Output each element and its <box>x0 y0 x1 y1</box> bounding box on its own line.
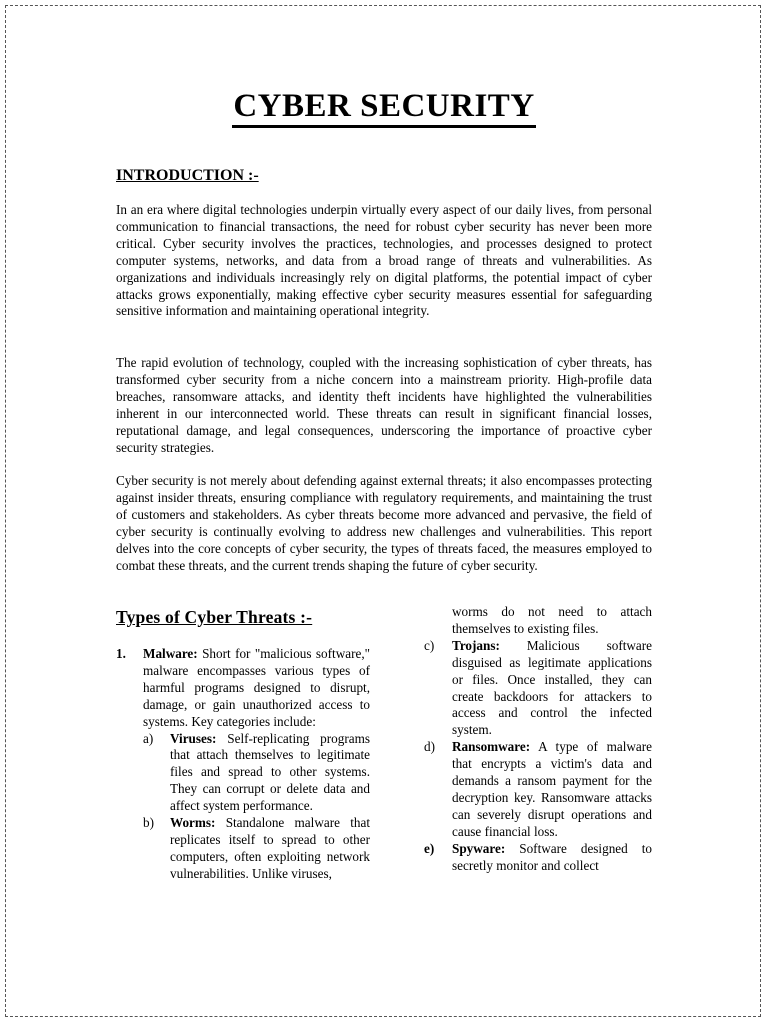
intro-paragraph-2: The rapid evolution of technology, coupled with the increasing sophistication of cyber threats, has transformed cyber security from a niche concern into a mainstream priority. High-profile data breaches, ransomware attacks, and identity theft incidents have highlighted the vulnerabilities inherent in our interconnected world. These threats can result in significant financial losses, reputational damage, and legal consequences, underscoring the importance of proactive cyber security strategies. <box>116 355 652 455</box>
list-marker: e) <box>424 840 435 856</box>
malware-description: Short for "malicious software," malware encompasses various types of harmful programs designed to disrupt, damage, or gain unauthorized access to systems. Key categories include: <box>143 646 370 729</box>
left-column <box>116 646 370 883</box>
spyware-term: Spyware: <box>452 840 506 856</box>
ransomware-description: A type of malware that encrypts a victim's data and demands a ransom payment for the decryption key. Ransomware attacks can severely disrupt operations and cause financial loss. <box>452 739 652 839</box>
threats-heading: Types of Cyber Threats :- <box>116 607 313 627</box>
introduction-heading: INTRODUCTION :- <box>116 167 259 184</box>
ransomware-item <box>424 739 652 840</box>
malware-item <box>116 646 370 731</box>
malware-term: Malware: <box>143 646 198 661</box>
trojans-item <box>424 638 652 739</box>
ransomware-term: Ransomware: <box>452 739 531 755</box>
viruses-description: Self-replicating programs that attach themselves to legitimate files and spread to other systems. They can corrupt or delete data and affect system performance. <box>170 730 370 814</box>
list-marker: d) <box>424 739 435 755</box>
worms-item <box>116 815 370 883</box>
list-marker: b) <box>143 815 154 831</box>
list-number: 1. <box>116 646 126 661</box>
worms-continuation: worms do not need to attach themselves to existing files. <box>452 604 652 636</box>
list-marker: c) <box>424 637 435 653</box>
trojans-term: Trojans: <box>452 637 500 653</box>
worms-description: Standalone malware that replicates itself to spread to other computers, often exploiting network vulnerabilities. Unlike viruses, <box>170 815 370 881</box>
spyware-item <box>424 841 652 875</box>
trojans-description: Malicious software disguised as legitimate applications or files. Once installed, they can create backdoors for attackers to access and control the infected system. <box>452 637 652 738</box>
spyware-description: Software designed to secretly monitor and collect <box>452 840 652 873</box>
intro-paragraph-1: In an era where digital technologies underpin virtually every aspect of our daily lives, from personal communication to financial transactions, the need for robust cyber security has never been more critical. Cyber security involves the practices, technologies, and processes designed to protect computer systems, networks, and data from a broad range of threats and vulnerabilities. As organizations and individuals increasingly rely on digital platforms, the potential impact of cyber attacks grows exponentially, making effective cyber security measures essential for safeguarding sensitive information and maintaining operational integrity. <box>116 202 652 319</box>
right-column <box>424 604 652 875</box>
list-marker: a) <box>143 730 154 746</box>
document-title: CYBER SECURITY <box>0 86 768 126</box>
intro-paragraph-3: Cyber security is not merely about defending against external threats; it also encompasses protecting against insider threats, ensuring compliance with regulatory requirements, and maintaining the trust of customers and stakeholders. As cyber threats become more advanced and pervasive, the field of cyber security is continually evolving to address new challenges and vulnerabilities. This report delves into the core concepts of cyber security, the types of threats faced, the measures employed to combat these threats, and the current trends shaping the future of cyber security. <box>116 473 652 573</box>
viruses-item <box>116 731 370 816</box>
worms-term: Worms: <box>170 815 216 831</box>
viruses-term: Viruses: <box>170 730 217 746</box>
